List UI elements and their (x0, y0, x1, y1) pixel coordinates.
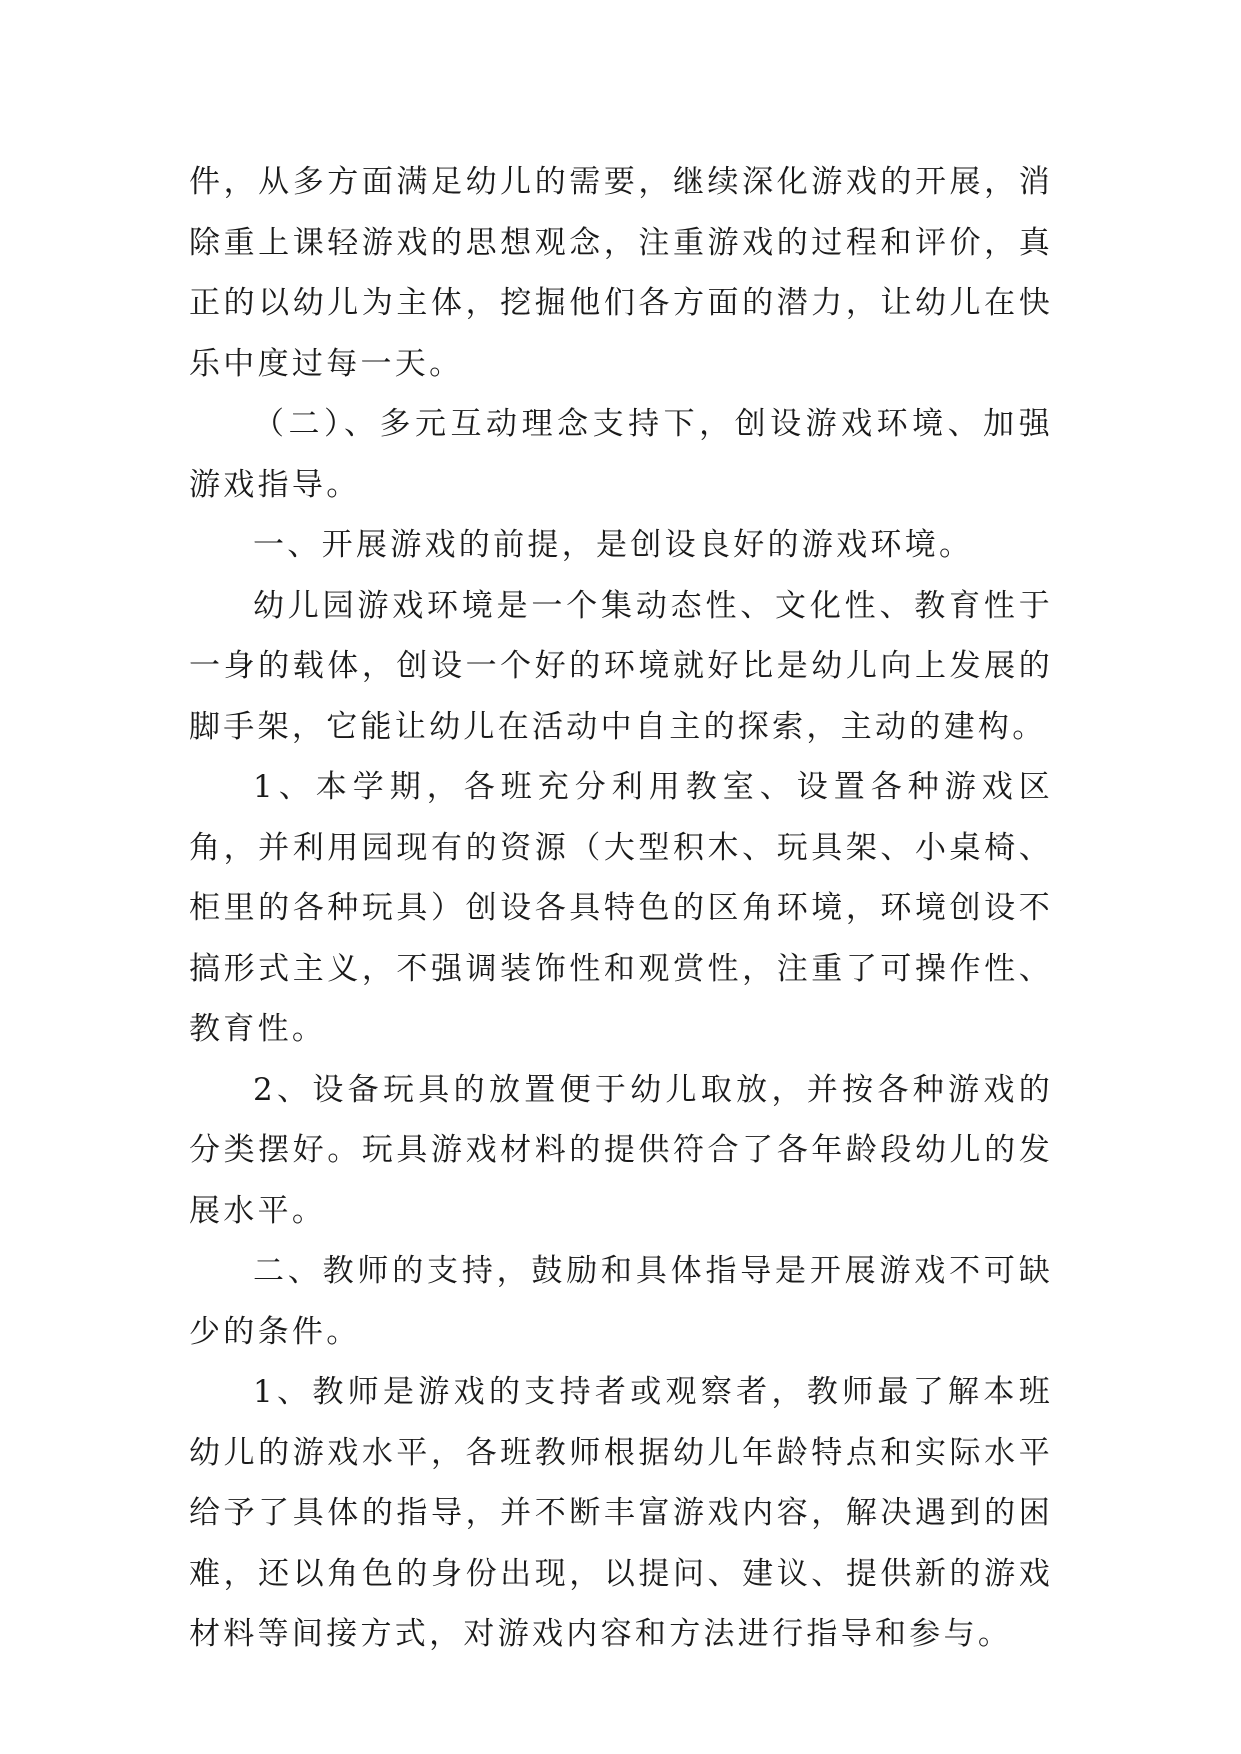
paragraph-environment-intro: 幼儿园游戏环境是一个集动态性、文化性、教育性于一身的载体，创设一个好的环境就好比是幼儿向上发展的脚手架，它能让幼儿在活动中自主的探索，主动的建构。 (189, 587, 1053, 745)
paragraph-point-one-heading: 一、开展游戏的前提，是创设良好的游戏环境。 (253, 527, 974, 563)
paragraph-continuation: 件，从多方面满足幼儿的需要，继续深化游戏的开展，消除重上课轻游戏的思想观念，注重游戏的过程和评价，真正的以幼儿为主体，挖掘他们各方面的潜力，让幼儿在快乐中度过每一天。 (189, 164, 1053, 382)
paragraph-item-2-toys: 2、设备玩具的放置便于幼儿取放，并按各种游戏的分类摆好。玩具游戏材料的提供符合了各年龄段幼儿的发展水平。 (189, 1071, 1053, 1229)
paragraph-item-1-teachers: 1、教师是游戏的支持者或观察者，教师最了解本班幼儿的游戏水平，各班教师根据幼儿年龄特点和实际水平给予了具体的指导，并不断丰富游戏内容，解决遇到的困难，还以角色的身份出现，以提问、建议、提供新的游戏材料等间接方式，对游戏内容和方法进行指导和参与。 (189, 1374, 1053, 1652)
document-body (189, 152, 1053, 1665)
paragraph-point-two-heading: 二、教师的支持，鼓励和具体指导是开展游戏不可缺少的条件。 (189, 1253, 1053, 1350)
paragraph-item-1-classrooms: 1、本学期，各班充分利用教室、设置各种游戏区角，并利用园现有的资源（大型积木、玩具架、小桌椅、柜里的各种玩具）创设各具特色的区角环境，环境创设不搞形式主义，不强调装饰性和观赏性，注重了可操作性、教育性。 (189, 769, 1053, 1047)
paragraph-section-two-heading: （二）、多元互动理念支持下，创设游戏环境、加强游戏指导。 (189, 406, 1053, 503)
